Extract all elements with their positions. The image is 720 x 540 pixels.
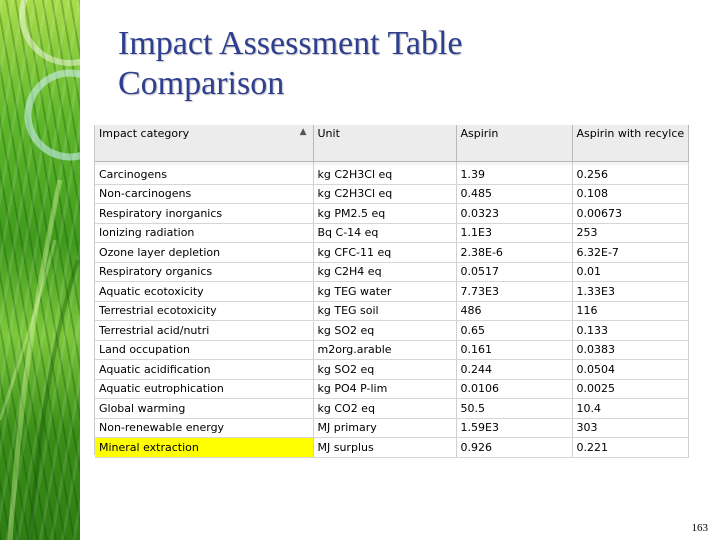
unit-cell: Bq C-14 eq: [313, 223, 456, 243]
unit-cell: kg CO2 eq: [313, 399, 456, 419]
impact-category-cell: Land occupation: [95, 340, 313, 360]
table-row[interactable]: [95, 301, 688, 321]
aspirin-recycle-value-cell: 10.4: [572, 399, 688, 419]
grass-decoration: [0, 0, 80, 540]
impact-category-cell: Mineral extraction: [95, 438, 313, 458]
impact-category-cell: Aquatic eutrophication: [95, 379, 313, 399]
aspirin-value-cell: 0.0323: [456, 204, 572, 224]
aspirin-recycle-value-cell: 6.32E-7: [572, 243, 688, 263]
table-row[interactable]: [95, 379, 688, 399]
impact-category-cell: Aquatic acidification: [95, 360, 313, 380]
unit-cell: kg CFC-11 eq: [313, 243, 456, 263]
unit-cell: kg TEG soil: [313, 301, 456, 321]
column-header-impact-category[interactable]: Impact category ▲: [95, 125, 313, 162]
column-header-aspirin-with-recycle[interactable]: Aspirin with recylce: [572, 125, 688, 162]
table-row[interactable]: [95, 262, 688, 282]
aspirin-value-cell: 2.38E-6: [456, 243, 572, 263]
aspirin-value-cell: 0.0517: [456, 262, 572, 282]
aspirin-recycle-value-cell: 0.133: [572, 321, 688, 341]
aspirin-recycle-value-cell: 0.0383: [572, 340, 688, 360]
impact-category-cell: Respiratory organics: [95, 262, 313, 282]
aspirin-recycle-value-cell: 1.33E3: [572, 282, 688, 302]
unit-cell: kg PO4 P-lim: [313, 379, 456, 399]
aspirin-recycle-value-cell: 0.0504: [572, 360, 688, 380]
unit-cell: kg PM2.5 eq: [313, 204, 456, 224]
impact-category-cell: Terrestrial acid/nutri: [95, 321, 313, 341]
aspirin-recycle-value-cell: 116: [572, 301, 688, 321]
impact-category-cell: Non-carcinogens: [95, 184, 313, 204]
unit-cell: MJ surplus: [313, 438, 456, 458]
sort-ascending-icon[interactable]: ▲: [299, 127, 307, 137]
aspirin-value-cell: 1.1E3: [456, 223, 572, 243]
aspirin-recycle-value-cell: 0.256: [572, 165, 688, 184]
aspirin-value-cell: 0.485: [456, 184, 572, 204]
aspirin-value-cell: 0.65: [456, 321, 572, 341]
aspirin-recycle-value-cell: 0.221: [572, 438, 688, 458]
table-row[interactable]: [95, 438, 688, 458]
impact-category-cell: Ozone layer depletion: [95, 243, 313, 263]
impact-category-cell: Aquatic ecotoxicity: [95, 282, 313, 302]
unit-cell: MJ primary: [313, 418, 456, 438]
impact-assessment-table: [95, 125, 689, 458]
table-row[interactable]: [95, 340, 688, 360]
unit-cell: kg TEG water: [313, 282, 456, 302]
page-number: 163: [691, 522, 708, 534]
unit-cell: kg SO2 eq: [313, 321, 456, 341]
aspirin-recycle-value-cell: 0.00673: [572, 204, 688, 224]
table-row[interactable]: [95, 399, 688, 419]
table-row[interactable]: [95, 223, 688, 243]
table-row[interactable]: [95, 360, 688, 380]
aspirin-recycle-value-cell: 0.0025: [572, 379, 688, 399]
table-row[interactable]: [95, 184, 688, 204]
aspirin-value-cell: 0.244: [456, 360, 572, 380]
impact-table-panel: [94, 125, 688, 455]
leaf-swirl-icon: [0, 0, 80, 540]
unit-cell: kg SO2 eq: [313, 360, 456, 380]
unit-cell: m2org.arable: [313, 340, 456, 360]
aspirin-value-cell: 0.0106: [456, 379, 572, 399]
aspirin-value-cell: 0.926: [456, 438, 572, 458]
table-row[interactable]: [95, 243, 688, 263]
aspirin-value-cell: 486: [456, 301, 572, 321]
unit-cell: kg C2H4 eq: [313, 262, 456, 282]
table-header-row: [95, 125, 688, 162]
aspirin-value-cell: 0.161: [456, 340, 572, 360]
aspirin-value-cell: 50.5: [456, 399, 572, 419]
aspirin-recycle-value-cell: 0.01: [572, 262, 688, 282]
impact-category-cell: Respiratory inorganics: [95, 204, 313, 224]
aspirin-recycle-value-cell: 0.108: [572, 184, 688, 204]
aspirin-value-cell: 1.59E3: [456, 418, 572, 438]
table-row[interactable]: [95, 282, 688, 302]
table-row[interactable]: [95, 418, 688, 438]
aspirin-value-cell: 7.73E3: [456, 282, 572, 302]
aspirin-value-cell: 1.39: [456, 165, 572, 184]
table-row[interactable]: [95, 321, 688, 341]
column-header-aspirin[interactable]: Aspirin: [456, 125, 572, 162]
column-header-unit[interactable]: Unit: [313, 125, 456, 162]
unit-cell: kg C2H3Cl eq: [313, 184, 456, 204]
table-row[interactable]: [95, 165, 688, 184]
aspirin-recycle-value-cell: 303: [572, 418, 688, 438]
impact-category-cell: Terrestrial ecotoxicity: [95, 301, 313, 321]
impact-category-cell: Non-renewable energy: [95, 418, 313, 438]
impact-category-cell: Global warming: [95, 399, 313, 419]
aspirin-recycle-value-cell: 253: [572, 223, 688, 243]
impact-category-cell: Ionizing radiation: [95, 223, 313, 243]
impact-category-cell: Carcinogens: [95, 165, 313, 184]
slide-title: Impact Assessment Table Comparison: [118, 25, 463, 102]
unit-cell: kg C2H3Cl eq: [313, 165, 456, 184]
table-row[interactable]: [95, 204, 688, 224]
